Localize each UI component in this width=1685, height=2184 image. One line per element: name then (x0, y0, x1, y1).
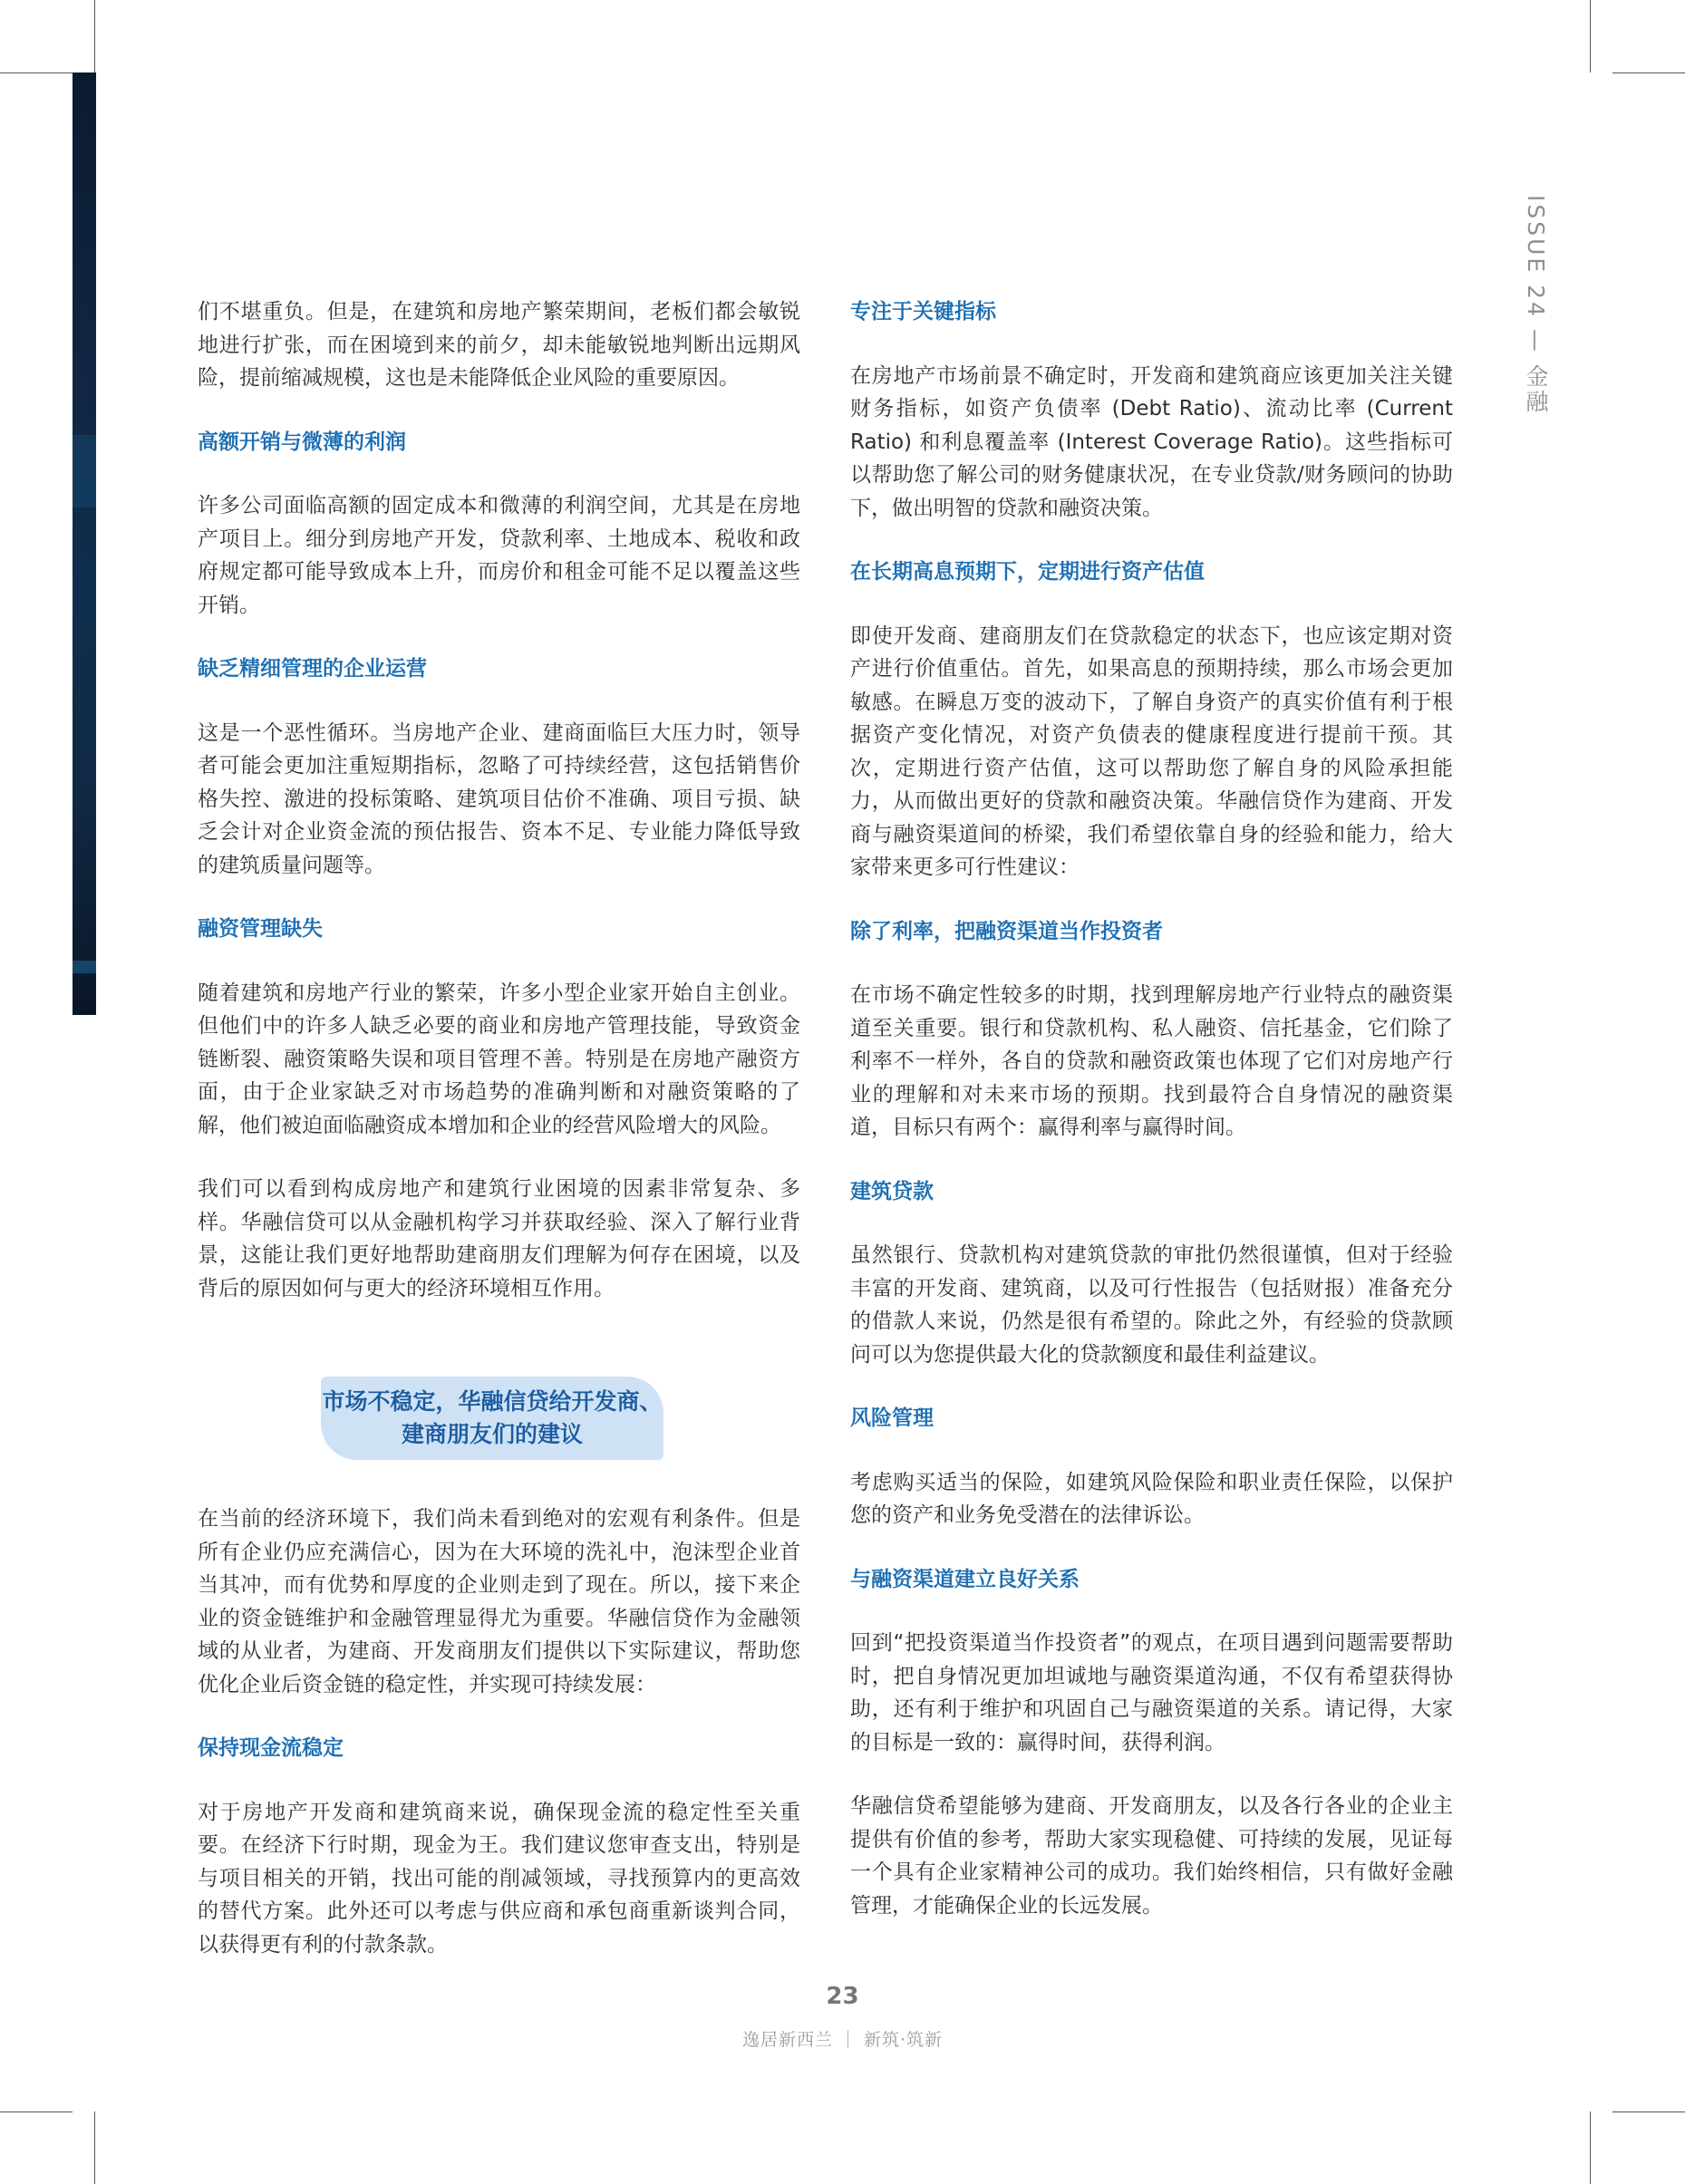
paragraph-gap (850, 1532, 1453, 1563)
crop-mark (1590, 2112, 1591, 2184)
section-heading: 保持现金流稳定 (198, 1736, 344, 1760)
paragraph-gap (198, 686, 800, 717)
section-heading: 融资管理缺失 (198, 917, 323, 941)
body-paragraph: 这是一个恶性循环。当房地产企业、建商面临巨大压力时，领导者可能会更加注重短期指标，忽略了可持续经营，这包括销售价格失控、激进的投标策略、建筑项目估价不准确、项目亏损、缺乏会计对企业资金流的预估报告、资本不足、专业能力降低导致的建筑质量问题等。 (198, 720, 800, 877)
crop-mark (1590, 0, 1591, 72)
body-paragraph: 们不堪重负。但是，在建筑和房地产繁荣期间，老板们都会敏锐地进行扩张，而在困境到来的前夕，却未能敏锐地判断出远期风险，提前缩减规模，这也是未能降低企业风险的重要原因。 (198, 300, 800, 390)
crop-mark (94, 2112, 95, 2184)
paragraph-gap (198, 1472, 800, 1503)
body-paragraph: 虽然银行、贷款机构对建筑贷款的审批仍然很谨慎，但对于经验丰富的开发商、建筑商，以及可行性报告（包括财报）准备充分的借款人来说，仍然是很有希望的。除此之外，有经验的贷款顾问可以为您提供最大化的贷款额度和最佳利益建议。 (850, 1243, 1453, 1367)
paragraph-gap (850, 1371, 1453, 1402)
crop-mark (1612, 72, 1685, 73)
body-paragraph: 在房地产市场前景不确定时，开发商和建筑商应该更加关注关键财务指标，如资产负债率 (Debt Ratio)、流动比率 (Current Ratio) 和利息覆盖率 (Interest Coverage Ratio)。这些指标可以帮助您了解公司的财务健康状况，在专业贷款/财务顾问的协助下，做出明智的贷款和融资决策。 (850, 363, 1453, 520)
decorative-glow (73, 435, 96, 507)
callout-line-1: 市场不稳定，华融信贷给开发商、 (322, 1388, 663, 1415)
paragraph-gap (198, 946, 800, 977)
paragraph-gap (198, 882, 800, 913)
page-number: 23 (826, 1983, 859, 2010)
body-paragraph: 考虑购买适当的保险，如建筑风险保险和职业责任保险，以保护您的资产和业务免受潜在的法律诉讼。 (850, 1470, 1453, 1527)
paragraph-gap (850, 884, 1453, 915)
paragraph-gap (850, 1596, 1453, 1627)
body-paragraph: 对于房地产开发商和建筑商来说，确保现金流的稳定性至关重要。在经济下行时期，现金为王。我们建议您审查支出，特别是与项目相关的开销，找出可能的削减领域，寻找预算内的更高效的替代方案。此外还可以考虑与供应商和承包商重新谈判合同，以获得更有利的付款条款。 (198, 1800, 800, 1957)
body-paragraph: 回到“把投资渠道当作投资者”的观点，在项目遇到问题需要帮助时，把自身情况更加坦诚地与融资渠道沟通，不仅有希望获得协助，还有利于维护和巩固自己与融资渠道的关系。请记得，大家的目标是一致的：赢得时间，获得利润。 (850, 1631, 1453, 1754)
crop-mark (0, 72, 73, 73)
footer-text: 逸居新西兰 ｜ 新筑·筑新 (741, 2030, 944, 2050)
paragraph-gap (198, 459, 800, 489)
section-heading: 高额开销与微薄的利润 (198, 430, 406, 454)
paragraph-gap (850, 1208, 1453, 1239)
paragraph-gap (850, 329, 1453, 360)
section-heading: 除了利率，把融资渠道当作投资者 (850, 919, 1163, 943)
paragraph-gap (850, 1435, 1453, 1466)
body-paragraph: 许多公司面临高额的固定成本和微薄的利润空间，尤其是在房地产项目上。细分到房地产开发，贷款利率、土地成本、税收和政府规定都可能导致成本上升，而房价和租金可能不足以覆盖这些开销。 (198, 494, 800, 617)
section-heading: 缺乏精细管理的企业运营 (198, 657, 427, 681)
body-paragraph: 我们可以看到构成房地产和建筑行业困境的因素非常复杂、多样。华融信贷可以从金融机构学习并获取经验、深入了解行业背景，这能让我们更好地帮助建商朋友们理解为何存在困境，以及背后的原因如何与更大的经济环境相互作用。 (198, 1177, 800, 1300)
decorative-glow (73, 961, 96, 973)
paragraph-gap (198, 1765, 800, 1796)
issue-label: ISSUE 24 — 金融 (1523, 195, 1549, 415)
section-heading: 风险管理 (850, 1406, 934, 1430)
paragraph-gap (850, 1759, 1453, 1790)
body-paragraph: 在当前的经济环境下，我们尚未看到绝对的宏观有利条件。但是所有企业仍应充满信心，因为在大环境的洗礼中，泡沫型企业首当其冲，而有优势和厚度的企业则走到了现在。所以，接下来企业的资金链维护和金融管理显得尤为重要。华融信贷作为金融领域的从业者，为建商、开发商朋友们提供以下实际建议，帮助您优化企业后资金链的稳定性，并实现可持续发展： (198, 1507, 800, 1696)
paragraph-gap (850, 589, 1453, 620)
paragraph-gap (850, 525, 1453, 556)
paragraph-gap (198, 1701, 800, 1732)
section-heading: 与融资渠道建立良好关系 (850, 1567, 1080, 1591)
callout-box (321, 1377, 663, 1460)
paragraph-gap (198, 1142, 800, 1173)
body-paragraph: 华融信贷希望能够为建商、开发商朋友，以及各行各业的企业主提供有价值的参考，帮助大家实现稳健、可持续的发展，见证每一个具有企业家精神公司的成功。我们始终相信，只有做好金融管理，才能确保企业的长远发展。 (850, 1794, 1453, 1918)
decorative-image-strip (73, 72, 96, 1015)
right-column (850, 295, 1453, 1922)
section-heading: 在长期高息预期下，定期进行资产估值 (850, 560, 1205, 584)
body-paragraph: 随着建筑和房地产行业的繁荣，许多小型企业家开始自主创业。但他们中的许多人缺乏必要的商业和房地产管理技能，导致资金链断裂、融资策略失误和项目管理不善。特别是在房地产融资方面，由于企业家缺乏对市场趋势的准确判断和对融资策略的了解，他们被迫面临融资成本增加和企业的经营风险增大的风险。 (198, 981, 800, 1137)
paragraph-gap (850, 948, 1453, 979)
paragraph-gap (198, 395, 800, 426)
section-heading: 建筑贷款 (850, 1179, 934, 1203)
left-column (198, 295, 800, 1961)
body-paragraph: 即使开发商、建商朋友们在贷款稳定的状态下，也应该定期对资产进行价值重估。首先，如果高息的预期持续，那么市场会更加敏感。在瞬息万变的波动下，了解自身资产的真实价值有利于根据资产变化情况，对资产负债表的健康程度进行提前干预。其次，定期进行资产估值，这可以帮助您了解自身的风险承担能力，从而做出更好的贷款和融资决策。华融信贷作为建商、开发商与融资渠道间的桥梁，我们希望依靠自身的经验和能力，给大家带来更多可行性建议： (850, 623, 1453, 879)
body-paragraph: 在市场不确定性较多的时期，找到理解房地产行业特点的融资渠道至关重要。银行和贷款机构、私人融资、信托基金，它们除了利率不一样外，各自的贷款和融资政策也体现了它们对房地产行业的理解和对未来市场的预期。找到最符合自身情况的融资渠道，目标只有两个：赢得利率与赢得时间。 (850, 983, 1453, 1139)
paragraph-gap (198, 1305, 800, 1336)
paragraph-gap (198, 622, 800, 652)
crop-mark (94, 0, 95, 72)
callout-line-2: 建商朋友们的建议 (401, 1421, 583, 1447)
section-heading: 专注于关键指标 (850, 300, 996, 324)
paragraph-gap (850, 1145, 1453, 1175)
